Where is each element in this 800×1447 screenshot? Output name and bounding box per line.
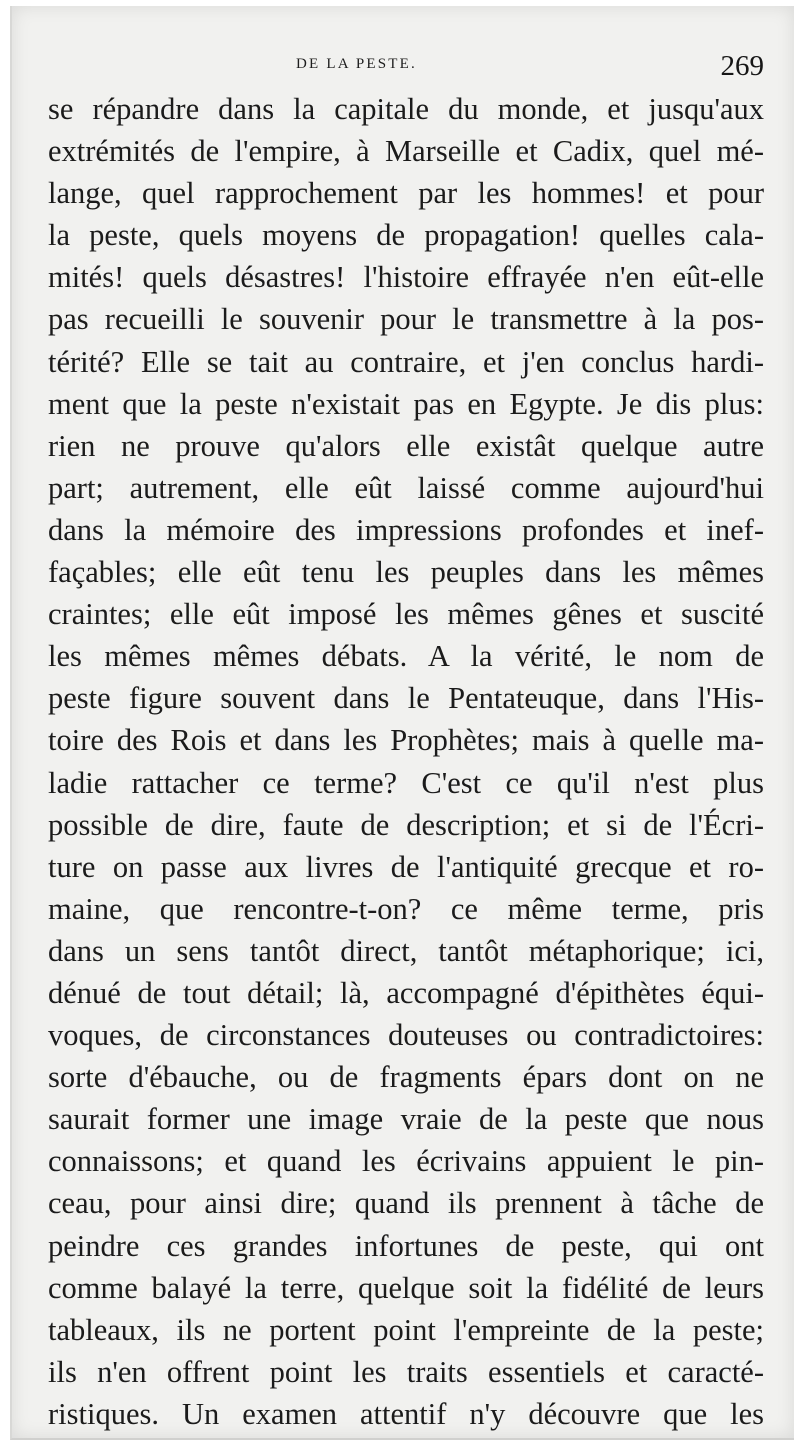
text-line: ceau, pour ainsi dire; quand ils prennent à tâche de xyxy=(48,1186,764,1221)
text-line: ristiques. Un examen attentif n'y découvre que les xyxy=(48,1396,764,1431)
text-line: la peste, quels moyens de propagation! quelles cala- xyxy=(48,218,764,253)
text-line: ture on passe aux livres de l'antiquité grecque et ro- xyxy=(48,849,764,884)
text-line: dans un sens tantôt direct, tantôt métaphorique; ici, xyxy=(48,933,764,968)
text-line: rien ne prouve qu'alors elle existât quelque autre xyxy=(48,428,764,463)
text-line: dans la mémoire des impressions profondes et inef- xyxy=(48,512,764,547)
text-line: part; autrement, elle eût laissé comme aujourd'hui xyxy=(48,470,764,505)
text-line: saurait former une image vraie de la peste que nous xyxy=(48,1102,764,1137)
text-line: voques, de circonstances douteuses ou contradictoires: xyxy=(48,1018,764,1053)
text-line: ment que la peste n'existait pas en Egypte. Je dis plus: xyxy=(48,386,764,421)
text-line: mités! quels désastres! l'histoire effrayée n'en eût-elle xyxy=(48,260,764,295)
text-line: maine, que rencontre-t-on? ce même terme, pris xyxy=(48,891,764,926)
text-line: sorte d'ébauche, ou de fragments épars dont on ne xyxy=(48,1060,764,1095)
text-line: comme balayé la terre, quelque soit la fidélité de leurs xyxy=(48,1270,764,1305)
text-line: se répandre dans la capitale du monde, et jusqu'aux xyxy=(48,92,764,126)
text-line: tableaux, ils ne portent point l'empreinte de la peste; xyxy=(48,1312,764,1347)
text-line: façables; elle eût tenu les peuples dans les mêmes xyxy=(48,555,764,590)
text-line: toire des Rois et dans les Prophètes; mais à quelle ma- xyxy=(48,723,764,758)
text-line: les mêmes mêmes débats. A la vérité, le nom de xyxy=(48,639,764,674)
text-line: extrémités de l'empire, à Marseille et Cadix, quel mé- xyxy=(48,134,764,169)
text-line: dénué de tout détail; là, accompagné d'épithètes équi- xyxy=(48,975,764,1010)
page-number: 269 xyxy=(720,50,764,82)
running-title: DE LA PESTE. xyxy=(296,56,417,72)
text-line: possible de dire, faute de description; et si de l'Écri- xyxy=(48,807,764,842)
text-line: lange, quel rapprochement par les hommes! et pour xyxy=(48,176,764,211)
text-line: pas recueilli le souvenir pour le transmettre à la pos- xyxy=(48,302,764,337)
text-line: térité? Elle se tait au contraire, et j'en conclus hardi- xyxy=(48,344,764,379)
text-line: ladie rattacher ce terme? C'est ce qu'il n'est plus xyxy=(48,765,764,800)
book-page xyxy=(10,6,794,1440)
text-line: peindre ces grandes infortunes de peste, qui ont xyxy=(48,1228,764,1263)
text-body xyxy=(48,88,764,1435)
text-line: peste figure souvent dans le Pentateuque, dans l'His- xyxy=(48,681,764,716)
running-head xyxy=(12,50,794,80)
text-line: ils n'en offrent point les traits essentiels et caracté- xyxy=(48,1354,764,1389)
text-line: craintes; elle eût imposé les mêmes gênes et suscité xyxy=(48,597,764,632)
text-line: connaissons; et quand les écrivains appuient le pin- xyxy=(48,1144,764,1179)
